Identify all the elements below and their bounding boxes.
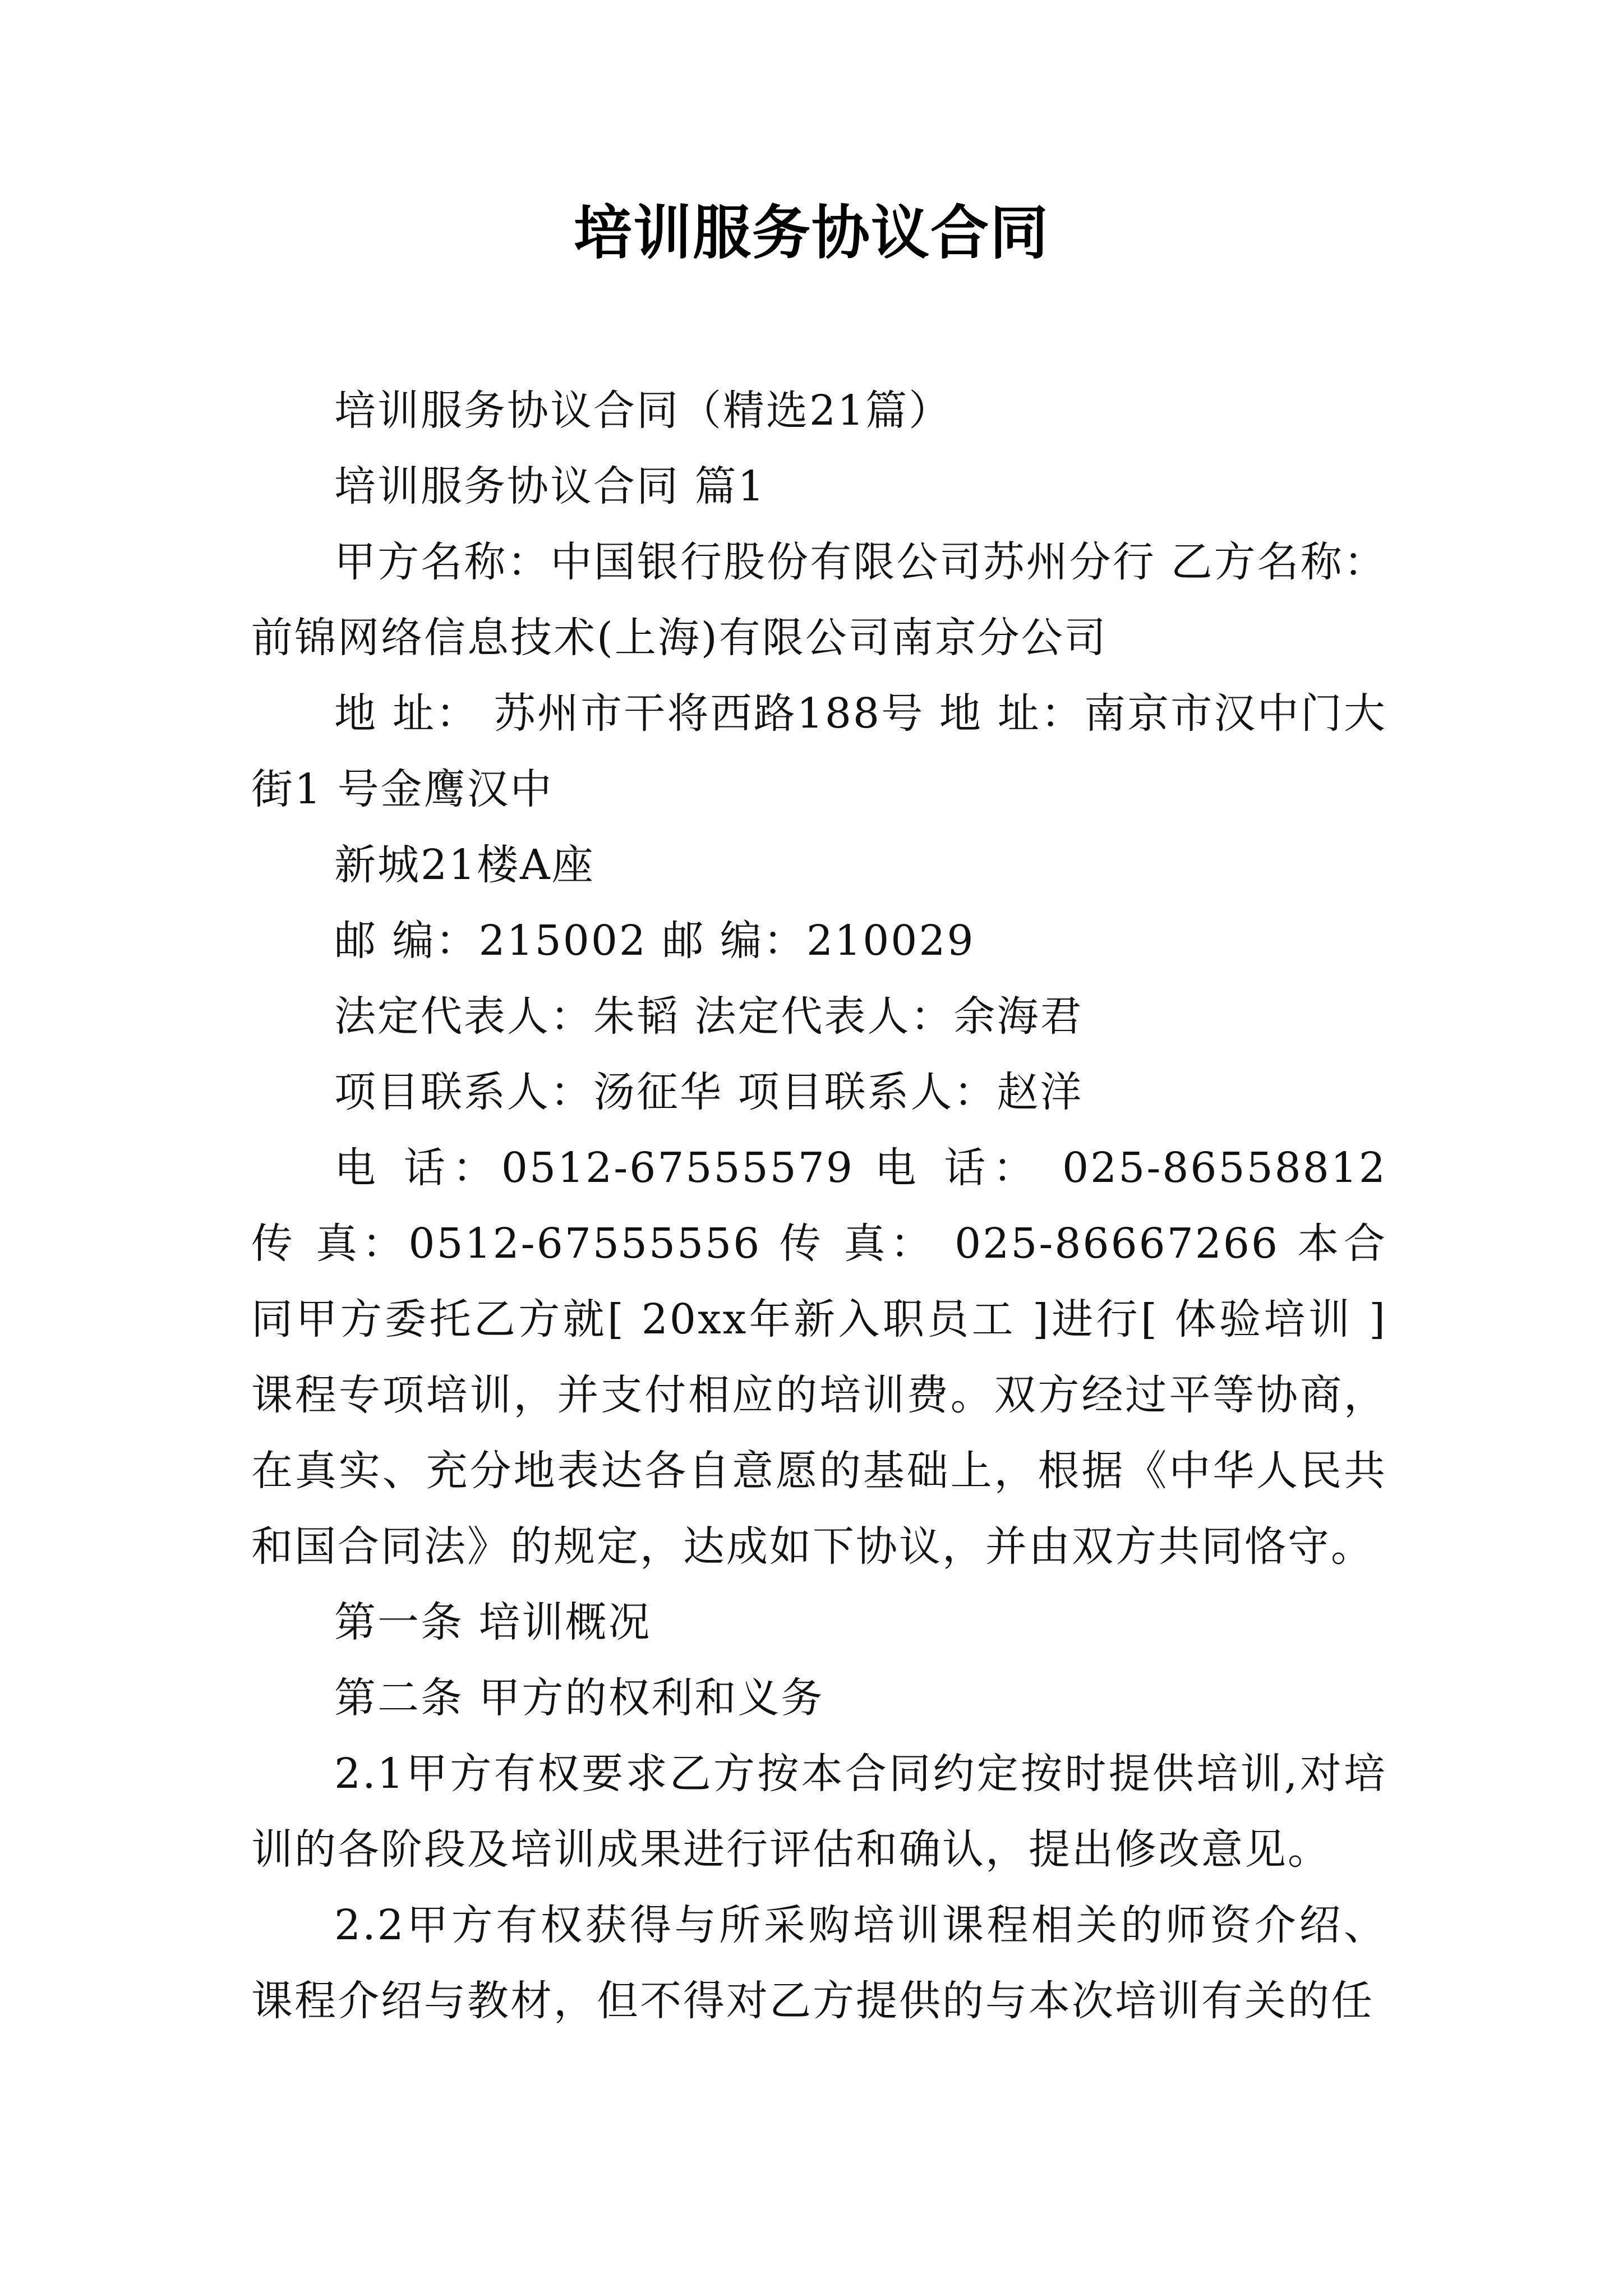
paragraph-postal-codes: 邮 编：215002 邮 编：210029 <box>334 917 975 965</box>
document-body <box>251 373 1387 2039</box>
paragraph-article-one-heading: 第一条 培训概况 <box>334 1598 652 1646</box>
paragraph-legal-representatives: 法定代表人：朱韬 法定代表人：余海君 <box>334 992 1083 1041</box>
paragraph-addresses: 地 址： 苏州市干将西路188号 地 址：南京市汉中门大街1 号金鹰汉中 <box>251 689 1387 813</box>
paragraph-collection-title: 培训服务协议合同（精选21篇） <box>334 386 952 435</box>
paragraph-article-two-heading: 第二条 甲方的权利和义务 <box>334 1674 824 1722</box>
paragraph-party-names: 甲方名称：中国银行股份有限公司苏州分行 乙方名称：前锦网络信息技术(上海)有限公司南京分公司 <box>251 538 1387 662</box>
paragraph-part-heading: 培训服务协议合同 篇1 <box>334 462 766 510</box>
paragraph-clause-2-1: 2.1甲方有权要求乙方按本合同约定按时提供培训,对培训的各阶段及培训成果进行评估和确认，提出修改意见。 <box>251 1750 1387 1874</box>
paragraph-address-continued: 新城21楼A座 <box>334 841 595 889</box>
document-title: 培训服务协议合同 <box>573 198 1049 267</box>
paragraph-phone-fax-and-purpose: 电 话：0512-67555579 电 话： 025-86558812 传 真：0512-67555556 传 真： 025-86667266 本合同甲方委托乙方就[ 20xx年新入职员工 ]进行[ 体验培训 ]课程专项培训，并支付相应的培训费。双方经过平等协商，在真实、充分地表达各自意愿的基础上，根据《中华人民共和国合同法》的规定，达成如下协议，并由双方共同恪守。 <box>251 1144 1387 1571</box>
paragraph-project-contacts: 项目联系人：汤征华 项目联系人：赵洋 <box>334 1068 1083 1116</box>
paragraph-clause-2-2: 2.2甲方有权获得与所采购培训课程相关的师资介绍、课程介绍与教材，但不得对乙方提供的与本次培训有关的任 <box>251 1901 1387 2025</box>
